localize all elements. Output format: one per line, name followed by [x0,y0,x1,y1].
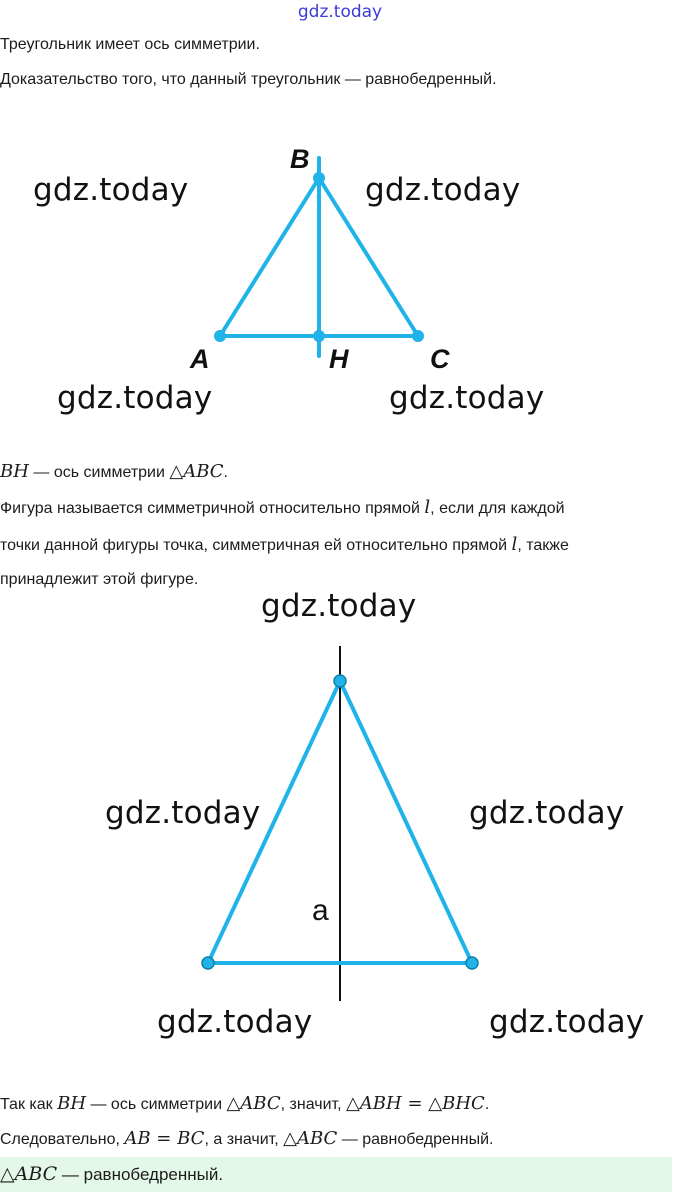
conclusion-line-1 [0,1093,489,1116]
watermark: gdz.today [33,172,189,208]
definition-line-2 [0,534,569,557]
text: — ось симметрии [28,464,170,481]
text: Фигура называется симметричной относительно прямой [0,500,425,517]
point-h [313,330,325,342]
watermark-top: gdz.today [297,2,383,22]
text: , если для каждой [430,500,565,517]
watermark: gdz.today [489,1004,645,1040]
text: Так как [0,1096,58,1113]
watermark: gdz.today [389,380,545,416]
vertex-left [202,957,214,969]
intro-line-2: Доказательство того, что данный треугольник — равнобедренный. [0,71,497,88]
math-l: l [511,534,518,555]
watermark: gdz.today [57,380,213,416]
math-triangle-abc: △ABC [226,1093,281,1114]
text: . [223,464,228,481]
point-c [412,330,424,342]
label-h: H [329,344,349,374]
watermark: gdz.today [105,795,261,831]
text: , значит, [280,1096,346,1113]
watermark: gdz.today [261,588,417,624]
text: — равнобедренный. [337,1131,494,1148]
label-c: C [430,344,450,374]
label-a: A [190,344,210,374]
math-triangle-abc: △ABC [283,1128,338,1149]
point-b [313,172,325,184]
math-triangles-equal: △ABH = △BHC [345,1093,485,1114]
vertex-right [466,957,478,969]
watermark: gdz.today [365,172,521,208]
text: точки данной фигуры точка, симметричная ей относительно прямой [0,537,512,554]
math-l: l [424,497,431,518]
label-b: B [290,144,310,174]
side-ab [220,178,319,336]
math-triangle-abc: △ABC [0,1163,58,1185]
text: . [484,1096,490,1113]
watermark: gdz.today [469,795,625,831]
answer-box [0,1157,672,1192]
conclusion-line-2 [0,1128,493,1151]
math-bh: BH [0,461,29,482]
math-bh: BH [57,1093,87,1114]
text: , также [517,537,569,554]
text: , а значит, [204,1131,284,1148]
watermark: gdz.today [157,1004,313,1040]
definition-line-3: принадлежит этой фигуре. [0,571,199,588]
text: Следовательно, [0,1131,125,1148]
vertex-top [334,675,346,687]
definition-line-1 [0,497,565,520]
math-triangle-abc: △ABC [169,461,224,482]
math-sides-equal: AB = BC [124,1128,205,1149]
answer-text: — равнобедренный. [57,1165,224,1184]
text: — ось симметрии [86,1096,227,1113]
axis-label-a: a [312,894,329,927]
intro-line-1: Треугольник имеет ось симметрии. [0,36,260,53]
side-right [340,681,472,963]
point-a [214,330,226,342]
axis-statement [0,461,228,484]
